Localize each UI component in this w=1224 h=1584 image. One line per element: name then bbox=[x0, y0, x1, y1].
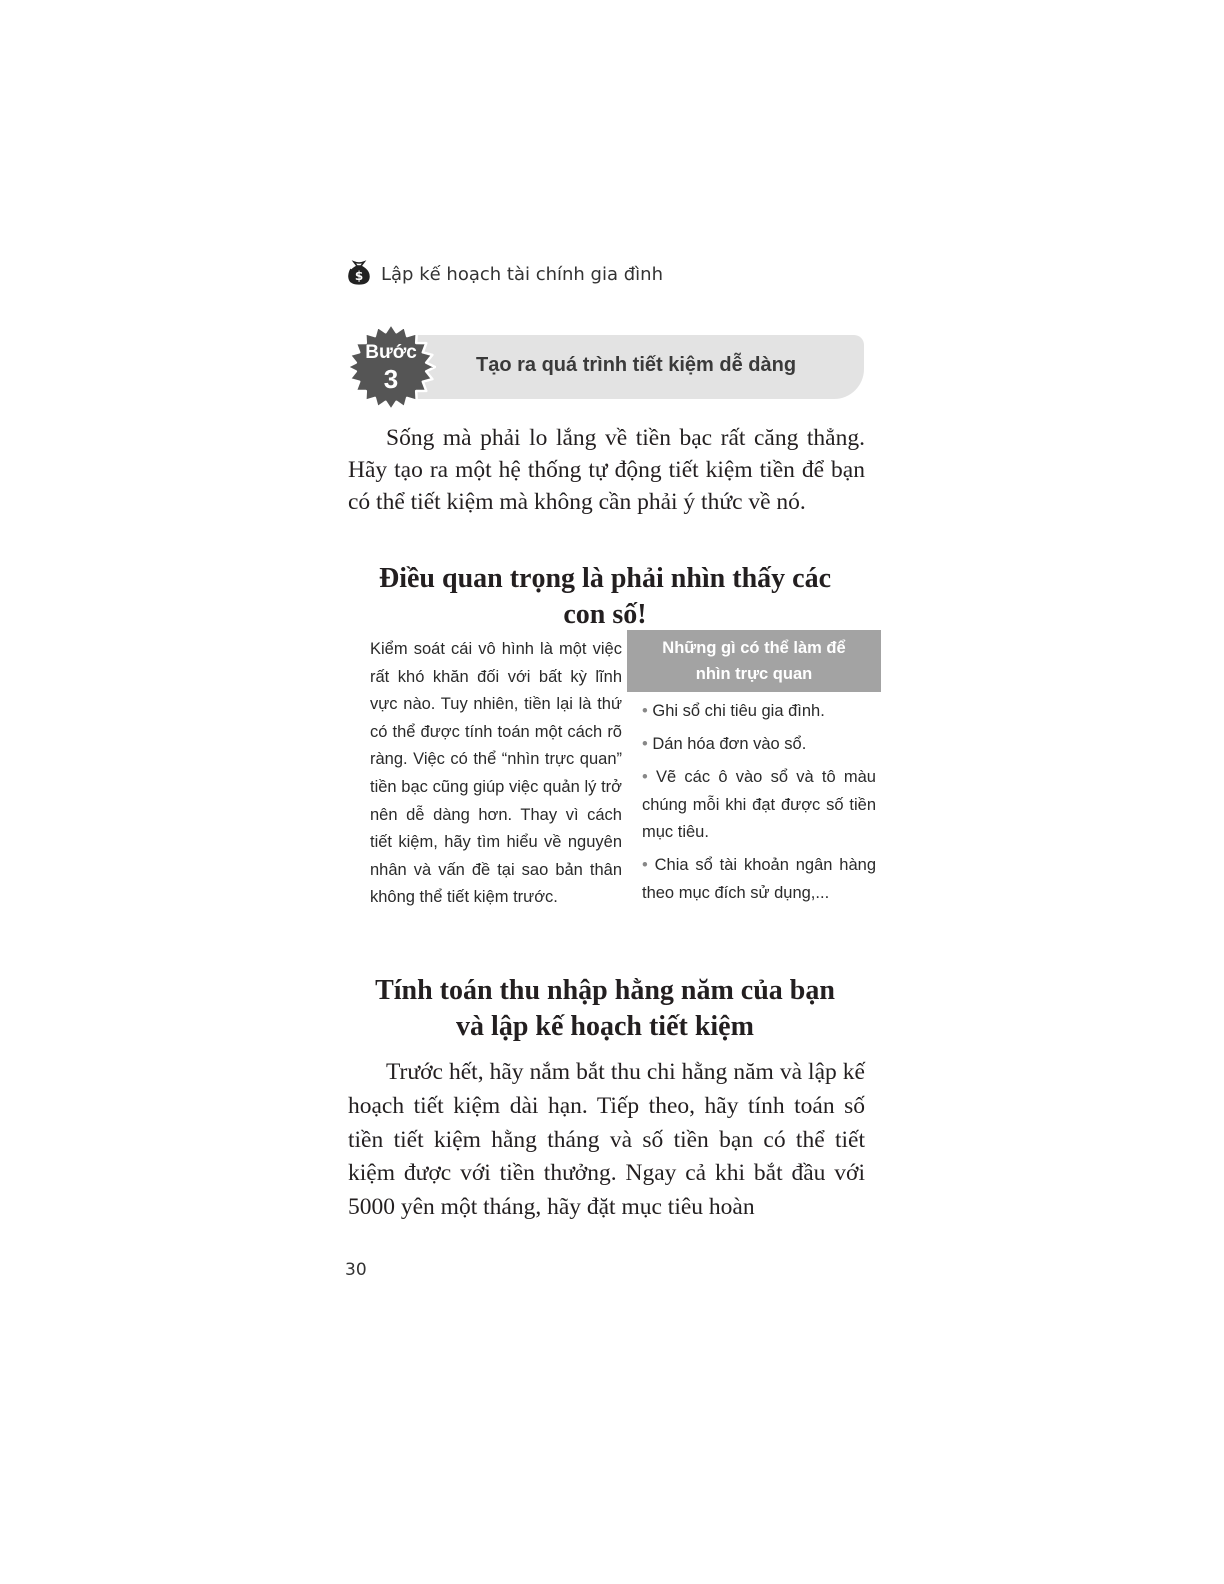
sidebar-title: Những gì có thể làm để nhìn trực quan bbox=[662, 639, 846, 683]
section1-body: Kiểm soát cái vô hình là một việc rất khó khăn đối với bất kỳ lĩnh vực nào. Tuy nhiên, tiền lại là thứ có thể được tính toán một cách rõ ràng. Việc có thể “nhìn trực quan” tiền bạc cũng giúp việc quản lý trở nên dễ dàng hơn. Thay vì cách tiết kiệm, hãy tìm hiểu về nguyên nhân và vấn đề tại sao bản thân không thể tiết kiệm trước. bbox=[370, 640, 622, 907]
running-head-title: Lập kế hoạch tài chính gia đình bbox=[381, 264, 663, 285]
section1-heading bbox=[340, 561, 870, 633]
bullet-icon: • bbox=[642, 702, 648, 720]
sidebar-title-box bbox=[627, 630, 881, 692]
section1-heading-line2: con số! bbox=[563, 599, 647, 630]
intro-paragraph: Sống mà phải lo lắng về tiền bạc rất căng thẳng. Hãy tạo ra một hệ thống tự động tiết kiệm tiền để bạn có thể tiết kiệm mà không cần phải ý thức về nó. bbox=[348, 425, 865, 515]
step-badge-number: 3 bbox=[383, 364, 399, 394]
bullet-icon: • bbox=[642, 856, 648, 875]
step-title: Tạo ra quá trình tiết kiệm dễ dàng bbox=[476, 354, 797, 376]
step-badge-label: Bước bbox=[365, 342, 417, 363]
section2-heading bbox=[340, 973, 870, 1045]
section1-heading-line1: Điều quan trọng là phải nhìn thấy các bbox=[379, 563, 831, 594]
list-item: • Dán hóa đơn vào sổ. bbox=[642, 735, 807, 754]
list-item: • Vẽ các ô vào sổ và tô màu chúng mỗi khi đạt được số tiền mục tiêu. bbox=[642, 768, 876, 842]
svg-text:$: $ bbox=[354, 269, 364, 283]
running-head bbox=[345, 258, 663, 291]
list-item: • Chia sổ tài khoản ngân hàng theo mục đích sử dụng,... bbox=[642, 856, 876, 903]
page-number: 30 bbox=[345, 1260, 367, 1280]
bullet-icon: • bbox=[642, 768, 648, 787]
sidebar-list bbox=[642, 698, 876, 913]
list-item: • Ghi sổ chi tiêu gia đình. bbox=[642, 702, 825, 720]
bullet-icon: • bbox=[642, 735, 648, 754]
section2-heading-line1: Tính toán thu nhập hằng năm của bạn bbox=[375, 975, 835, 1006]
section2-heading-line2: và lập kế hoạch tiết kiệm bbox=[456, 1011, 754, 1042]
section2-body: Trước hết, hãy nắm bắt thu chi hằng năm và lập kế hoạch tiết kiệm dài hạn. Tiếp theo, hãy tính toán số tiền tiết kiệm hằng tháng và số tiền bạn có thể tiết kiệm được với tiền thưởng. Ngay cả khi bắt đầu với 5000 yên một tháng, hãy đặt mục tiêu hoàn bbox=[348, 1059, 865, 1221]
money-bag-icon bbox=[345, 258, 373, 291]
